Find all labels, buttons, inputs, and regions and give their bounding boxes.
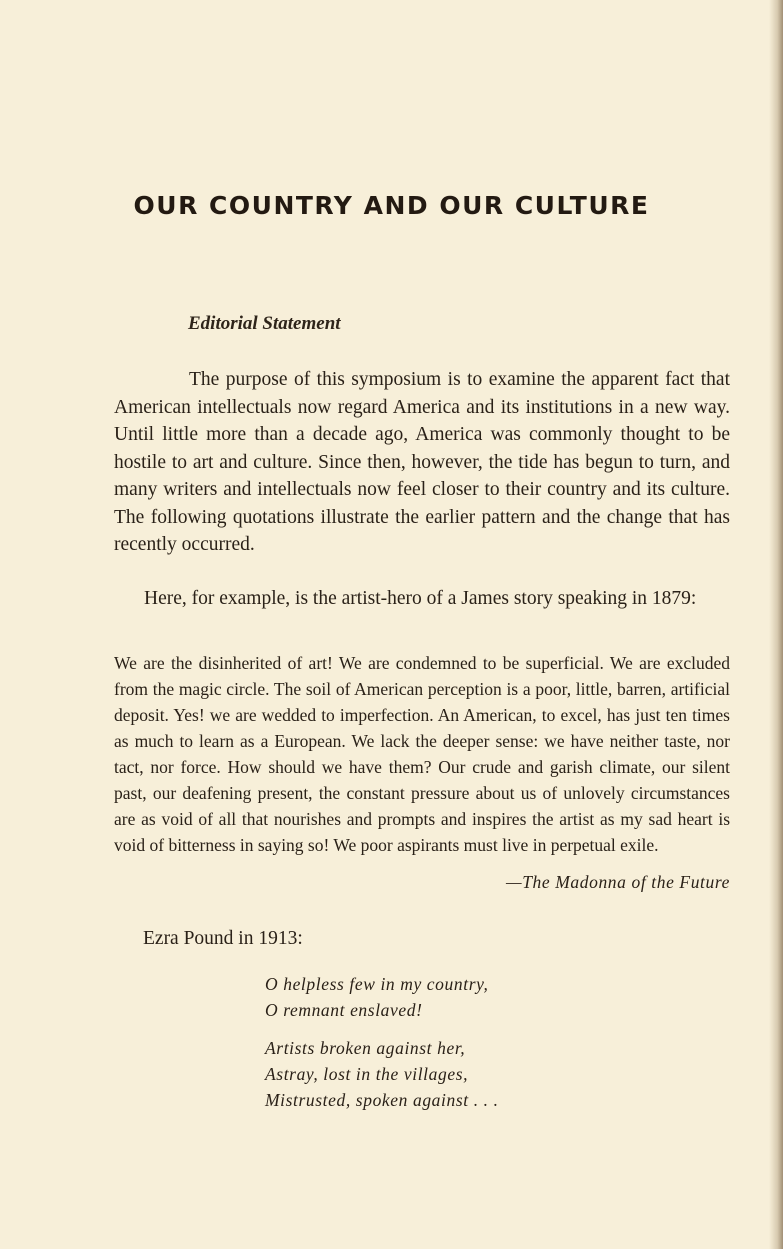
poem-line: O helpless few in my country, bbox=[265, 974, 489, 994]
poem-stanza-1 bbox=[265, 971, 488, 1023]
pound-intro: Ezra Pound in 1913: bbox=[143, 928, 303, 949]
page-edge-shadow bbox=[769, 0, 783, 1249]
poem-line: Astray, lost in the villages, bbox=[265, 1064, 469, 1084]
quotation-attribution: —The Madonna of the Future bbox=[506, 872, 730, 892]
poem-line: Mistrusted, spoken against . . . bbox=[265, 1090, 499, 1110]
poem-line: O remnant enslaved! bbox=[265, 1000, 423, 1020]
poem-line: Artists broken against her, bbox=[265, 1038, 466, 1058]
section-subtitle: Editorial Statement bbox=[188, 313, 341, 334]
page-title: OUR COUNTRY AND OUR CULTURE bbox=[133, 191, 650, 220]
poem-stanza-2 bbox=[265, 1035, 499, 1113]
james-quotation: We are the disinherited of art! We are condemned to be superficial. We are excluded from the magic circle. The soil of American perception is a poor, little, barren, artificial deposit. Yes! we are wedded to imperfection. An American, to excel, has just ten times as much to learn as a European. We lack the deeper sense: we have neither taste, nor tact, nor force. How should we have them? Our crude and garish climate, our silent past, our deafening present, the constant pressure about us of unlovely circumstances are as void of all that nourishes and prompts and inspires the artist as my sad heart is void of bitterness in saying so! We poor aspirants must live in perpetual exile. bbox=[114, 653, 730, 855]
intro-paragraph: The purpose of this symposium is to examine the apparent fact that American intellectuals now regard America and its institutions in a new way. Until little more than a decade ago, America was commonly thought to be hostile to art and culture. Since then, however, the tide has begun to turn, and many writers and intellectuals now feel closer to their country and its culture. The following quotations illustrate the earlier pattern and the change that has recently occurred. bbox=[114, 369, 730, 555]
james-intro-paragraph: Here, for example, is the artist-hero of a James story speaking in 1879: bbox=[144, 588, 697, 609]
